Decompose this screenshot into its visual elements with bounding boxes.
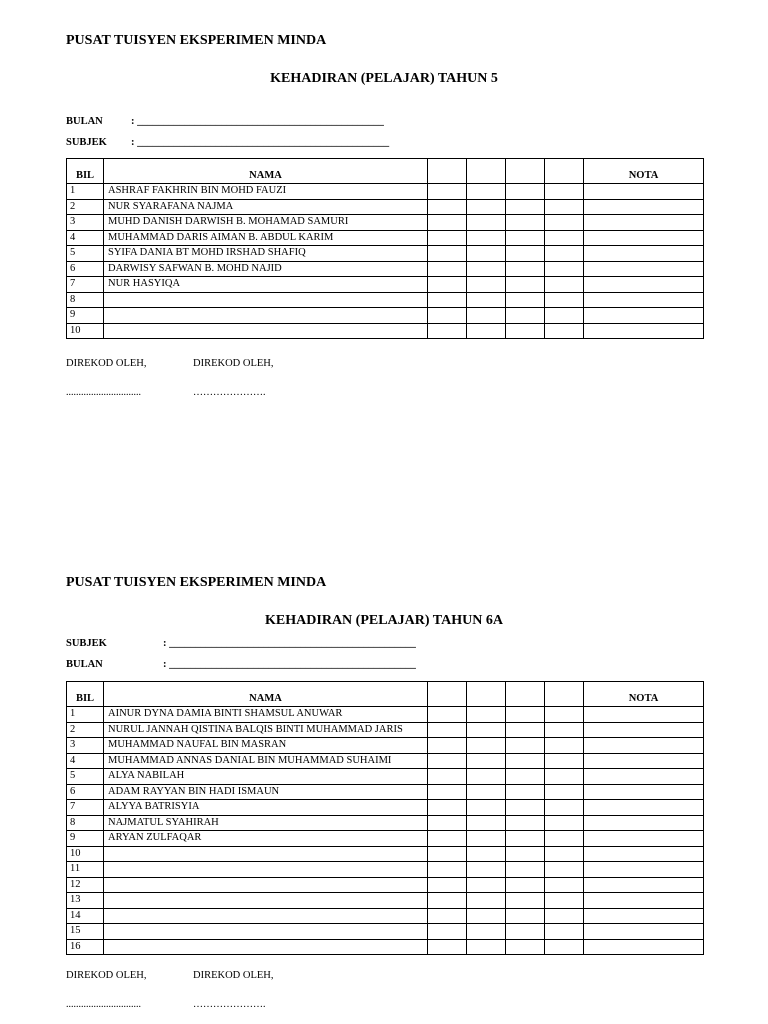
nota-cell bbox=[584, 292, 704, 308]
field-label-bulan: BULAN bbox=[66, 659, 103, 670]
signature-line: .............................. bbox=[66, 387, 141, 398]
header-blank bbox=[506, 159, 545, 184]
table-row bbox=[67, 308, 704, 324]
table-row bbox=[67, 230, 704, 246]
signature-line: …………………. bbox=[193, 999, 266, 1010]
row-number: 11 bbox=[67, 862, 104, 878]
nota-cell bbox=[584, 215, 704, 231]
nota-cell bbox=[584, 784, 704, 800]
attendance-cell bbox=[428, 784, 467, 800]
attendance-cell bbox=[467, 877, 506, 893]
student-name bbox=[104, 924, 428, 940]
attendance-cell bbox=[545, 893, 584, 909]
student-name: ADAM RAYYAN BIN HADI ISMAUN bbox=[104, 784, 428, 800]
attendance-cell bbox=[467, 308, 506, 324]
attendance-cell bbox=[467, 800, 506, 816]
header-blank bbox=[428, 682, 467, 707]
attendance-cell bbox=[428, 800, 467, 816]
nota-cell bbox=[584, 800, 704, 816]
attendance-cell bbox=[428, 199, 467, 215]
row-number: 14 bbox=[67, 908, 104, 924]
attendance-cell bbox=[467, 323, 506, 339]
table-row bbox=[67, 939, 704, 955]
attendance-cell bbox=[467, 846, 506, 862]
attendance-cell bbox=[506, 831, 545, 847]
attendance-cell bbox=[545, 877, 584, 893]
table-row bbox=[67, 800, 704, 816]
student-name bbox=[104, 893, 428, 909]
nota-cell bbox=[584, 707, 704, 723]
attendance-cell bbox=[428, 939, 467, 955]
attendance-cell bbox=[428, 230, 467, 246]
attendance-cell bbox=[467, 707, 506, 723]
attendance-cell bbox=[467, 184, 506, 200]
attendance-cell bbox=[428, 277, 467, 293]
student-name bbox=[104, 846, 428, 862]
attendance-cell bbox=[506, 215, 545, 231]
attendance-cell bbox=[545, 738, 584, 754]
attendance-cell bbox=[428, 292, 467, 308]
field-label-subjek: SUBJEK bbox=[66, 137, 107, 148]
field-line-bulan: : _______________________________________________ bbox=[131, 116, 384, 127]
nota-cell bbox=[584, 277, 704, 293]
attendance-cell bbox=[467, 908, 506, 924]
attendance-cell bbox=[428, 215, 467, 231]
attendance-cell bbox=[545, 308, 584, 324]
attendance-cell bbox=[506, 800, 545, 816]
attendance-cell bbox=[545, 769, 584, 785]
table-row bbox=[67, 199, 704, 215]
attendance-cell bbox=[545, 831, 584, 847]
recorded-by-label: DIREKOD OLEH, bbox=[66, 358, 147, 369]
table-row bbox=[67, 815, 704, 831]
attendance-cell bbox=[545, 707, 584, 723]
school-name: PUSAT TUISYEN EKSPERIMEN MINDA bbox=[66, 575, 327, 590]
row-number: 16 bbox=[67, 939, 104, 955]
row-number: 1 bbox=[67, 707, 104, 723]
attendance-cell bbox=[428, 738, 467, 754]
row-number: 8 bbox=[67, 292, 104, 308]
recorded-by-label: DIREKOD OLEH, bbox=[193, 358, 274, 369]
attendance-cell bbox=[428, 323, 467, 339]
student-name: MUHAMMAD NAUFAL BIN MASRAN bbox=[104, 738, 428, 754]
table-row bbox=[67, 769, 704, 785]
attendance-cell bbox=[506, 246, 545, 262]
attendance-cell bbox=[506, 893, 545, 909]
nota-cell bbox=[584, 846, 704, 862]
recorded-by-label: DIREKOD OLEH, bbox=[66, 970, 147, 981]
attendance-cell bbox=[428, 769, 467, 785]
student-name bbox=[104, 877, 428, 893]
row-number: 3 bbox=[67, 738, 104, 754]
nota-cell bbox=[584, 908, 704, 924]
attendance-cell bbox=[506, 323, 545, 339]
student-name bbox=[104, 908, 428, 924]
attendance-cell bbox=[428, 246, 467, 262]
attendance-cell bbox=[506, 908, 545, 924]
header-nota: NOTA bbox=[584, 682, 704, 707]
nota-cell bbox=[584, 753, 704, 769]
attendance-cell bbox=[506, 877, 545, 893]
attendance-cell bbox=[467, 230, 506, 246]
attendance-cell bbox=[467, 939, 506, 955]
table-row bbox=[67, 707, 704, 723]
attendance-cell bbox=[428, 846, 467, 862]
attendance-cell bbox=[467, 769, 506, 785]
nota-cell bbox=[584, 939, 704, 955]
nota-cell bbox=[584, 230, 704, 246]
attendance-cell bbox=[506, 722, 545, 738]
attendance-cell bbox=[428, 261, 467, 277]
attendance-cell bbox=[545, 722, 584, 738]
header-bil: BIL bbox=[67, 682, 104, 707]
signature-line: .............................. bbox=[66, 999, 141, 1010]
header-blank bbox=[467, 682, 506, 707]
nota-cell bbox=[584, 893, 704, 909]
table-row bbox=[67, 753, 704, 769]
attendance-cell bbox=[506, 846, 545, 862]
attendance-cell bbox=[506, 184, 545, 200]
nota-cell bbox=[584, 831, 704, 847]
student-name bbox=[104, 862, 428, 878]
signature-line: …………………. bbox=[193, 387, 266, 398]
table-row bbox=[67, 924, 704, 940]
field-line-subjek: : _______________________________________________ bbox=[163, 638, 416, 649]
student-name: ALYA NABILAH bbox=[104, 769, 428, 785]
attendance-cell bbox=[428, 862, 467, 878]
student-name: SYIFA DANIA BT MOHD IRSHAD SHAFIQ bbox=[104, 246, 428, 262]
attendance-cell bbox=[467, 722, 506, 738]
header-blank bbox=[545, 159, 584, 184]
header-nama: NAMA bbox=[104, 682, 428, 707]
student-name: DARWISY SAFWAN B. MOHD NAJID bbox=[104, 261, 428, 277]
header-bil: BIL bbox=[67, 159, 104, 184]
row-number: 3 bbox=[67, 215, 104, 231]
row-number: 2 bbox=[67, 722, 104, 738]
nota-cell bbox=[584, 261, 704, 277]
attendance-cell bbox=[545, 184, 584, 200]
school-name: PUSAT TUISYEN EKSPERIMEN MINDA bbox=[66, 33, 327, 48]
attendance-cell bbox=[428, 893, 467, 909]
row-number: 15 bbox=[67, 924, 104, 940]
row-number: 6 bbox=[67, 784, 104, 800]
row-number: 2 bbox=[67, 199, 104, 215]
attendance-cell bbox=[467, 862, 506, 878]
student-name bbox=[104, 292, 428, 308]
nota-cell bbox=[584, 862, 704, 878]
attendance-cell bbox=[428, 831, 467, 847]
table-row bbox=[67, 215, 704, 231]
attendance-cell bbox=[467, 277, 506, 293]
header-blank bbox=[467, 159, 506, 184]
table-header-row bbox=[67, 159, 704, 184]
attendance-cell bbox=[545, 753, 584, 769]
table-header-row bbox=[67, 682, 704, 707]
nota-cell bbox=[584, 184, 704, 200]
attendance-cell bbox=[506, 784, 545, 800]
attendance-cell bbox=[545, 815, 584, 831]
attendance-cell bbox=[545, 862, 584, 878]
attendance-cell bbox=[506, 199, 545, 215]
attendance-table bbox=[66, 158, 704, 339]
field-line-subjek: : ________________________________________________ bbox=[131, 137, 390, 148]
header-nota: NOTA bbox=[584, 159, 704, 184]
row-number: 7 bbox=[67, 277, 104, 293]
attendance-cell bbox=[506, 862, 545, 878]
table-row bbox=[67, 292, 704, 308]
attendance-cell bbox=[545, 323, 584, 339]
attendance-cell bbox=[467, 738, 506, 754]
attendance-cell bbox=[545, 908, 584, 924]
attendance-cell bbox=[428, 184, 467, 200]
nota-cell bbox=[584, 722, 704, 738]
table-row bbox=[67, 862, 704, 878]
attendance-cell bbox=[467, 831, 506, 847]
attendance-cell bbox=[506, 707, 545, 723]
row-number: 9 bbox=[67, 308, 104, 324]
table-row bbox=[67, 246, 704, 262]
attendance-title: KEHADIRAN (PELAJAR) TAHUN 5 bbox=[270, 71, 498, 86]
row-number: 7 bbox=[67, 800, 104, 816]
student-name: ARYAN ZULFAQAR bbox=[104, 831, 428, 847]
attendance-cell bbox=[428, 877, 467, 893]
table-row bbox=[67, 784, 704, 800]
student-name: MUHAMMAD ANNAS DANIAL BIN MUHAMMAD SUHAIMI bbox=[104, 753, 428, 769]
nota-cell bbox=[584, 308, 704, 324]
attendance-cell bbox=[506, 230, 545, 246]
field-label-bulan: BULAN bbox=[66, 116, 103, 127]
attendance-cell bbox=[506, 753, 545, 769]
student-name: ALYYA BATRISYIA bbox=[104, 800, 428, 816]
header-blank bbox=[545, 682, 584, 707]
student-name: NURUL JANNAH QISTINA BALQIS BINTI MUHAMMAD JARIS bbox=[104, 722, 428, 738]
attendance-cell bbox=[545, 246, 584, 262]
row-number: 8 bbox=[67, 815, 104, 831]
student-name: MUHD DANISH DARWISH B. MOHAMAD SAMURI bbox=[104, 215, 428, 231]
nota-cell bbox=[584, 323, 704, 339]
attendance-cell bbox=[545, 924, 584, 940]
row-number: 10 bbox=[67, 846, 104, 862]
table-row bbox=[67, 184, 704, 200]
attendance-cell bbox=[467, 815, 506, 831]
attendance-cell bbox=[467, 893, 506, 909]
attendance-cell bbox=[545, 230, 584, 246]
row-number: 5 bbox=[67, 769, 104, 785]
attendance-cell bbox=[506, 308, 545, 324]
attendance-cell bbox=[506, 261, 545, 277]
row-number: 1 bbox=[67, 184, 104, 200]
field-line-bulan: : _______________________________________________ bbox=[163, 659, 416, 670]
student-name bbox=[104, 308, 428, 324]
attendance-cell bbox=[428, 908, 467, 924]
attendance-cell bbox=[545, 846, 584, 862]
attendance-cell bbox=[467, 246, 506, 262]
nota-cell bbox=[584, 738, 704, 754]
nota-cell bbox=[584, 877, 704, 893]
header-blank bbox=[428, 159, 467, 184]
attendance-cell bbox=[467, 215, 506, 231]
row-number: 9 bbox=[67, 831, 104, 847]
table-row bbox=[67, 893, 704, 909]
attendance-cell bbox=[428, 722, 467, 738]
attendance-cell bbox=[428, 308, 467, 324]
attendance-cell bbox=[545, 277, 584, 293]
row-number: 4 bbox=[67, 753, 104, 769]
attendance-cell bbox=[428, 707, 467, 723]
nota-cell bbox=[584, 199, 704, 215]
student-name: NUR HASYIQA bbox=[104, 277, 428, 293]
table-row bbox=[67, 323, 704, 339]
nota-cell bbox=[584, 246, 704, 262]
attendance-cell bbox=[428, 815, 467, 831]
row-number: 13 bbox=[67, 893, 104, 909]
table-row bbox=[67, 722, 704, 738]
attendance-cell bbox=[428, 924, 467, 940]
attendance-cell bbox=[467, 261, 506, 277]
nota-cell bbox=[584, 815, 704, 831]
table-row bbox=[67, 738, 704, 754]
student-name: ASHRAF FAKHRIN BIN MOHD FAUZI bbox=[104, 184, 428, 200]
nota-cell bbox=[584, 769, 704, 785]
table-row bbox=[67, 831, 704, 847]
attendance-cell bbox=[506, 939, 545, 955]
attendance-cell bbox=[545, 199, 584, 215]
attendance-cell bbox=[545, 939, 584, 955]
row-number: 6 bbox=[67, 261, 104, 277]
attendance-title: KEHADIRAN (PELAJAR) TAHUN 6A bbox=[265, 613, 503, 628]
student-name bbox=[104, 939, 428, 955]
student-name: MUHAMMAD DARIS AIMAN B. ABDUL KARIM bbox=[104, 230, 428, 246]
student-name: NUR SYARAFANA NAJMA bbox=[104, 199, 428, 215]
row-number: 12 bbox=[67, 877, 104, 893]
attendance-cell bbox=[506, 815, 545, 831]
student-name: NAJMATUL SYAHIRAH bbox=[104, 815, 428, 831]
attendance-cell bbox=[545, 215, 584, 231]
attendance-cell bbox=[506, 277, 545, 293]
student-name: AINUR DYNA DAMIA BINTI SHAMSUL ANUWAR bbox=[104, 707, 428, 723]
attendance-cell bbox=[506, 769, 545, 785]
header-nama: NAMA bbox=[104, 159, 428, 184]
attendance-cell bbox=[467, 292, 506, 308]
table-row bbox=[67, 846, 704, 862]
attendance-cell bbox=[467, 784, 506, 800]
field-label-subjek: SUBJEK bbox=[66, 638, 107, 649]
attendance-cell bbox=[467, 199, 506, 215]
row-number: 5 bbox=[67, 246, 104, 262]
table-row bbox=[67, 908, 704, 924]
recorded-by-label: DIREKOD OLEH, bbox=[193, 970, 274, 981]
attendance-cell bbox=[506, 738, 545, 754]
row-number: 10 bbox=[67, 323, 104, 339]
table-row bbox=[67, 877, 704, 893]
attendance-cell bbox=[506, 292, 545, 308]
row-number: 4 bbox=[67, 230, 104, 246]
attendance-cell bbox=[545, 261, 584, 277]
student-name bbox=[104, 323, 428, 339]
table-row bbox=[67, 261, 704, 277]
attendance-cell bbox=[545, 800, 584, 816]
attendance-cell bbox=[467, 753, 506, 769]
attendance-cell bbox=[467, 924, 506, 940]
header-blank bbox=[506, 682, 545, 707]
table-row bbox=[67, 277, 704, 293]
attendance-cell bbox=[545, 784, 584, 800]
attendance-table bbox=[66, 681, 704, 955]
nota-cell bbox=[584, 924, 704, 940]
attendance-cell bbox=[545, 292, 584, 308]
attendance-cell bbox=[506, 924, 545, 940]
attendance-cell bbox=[428, 753, 467, 769]
